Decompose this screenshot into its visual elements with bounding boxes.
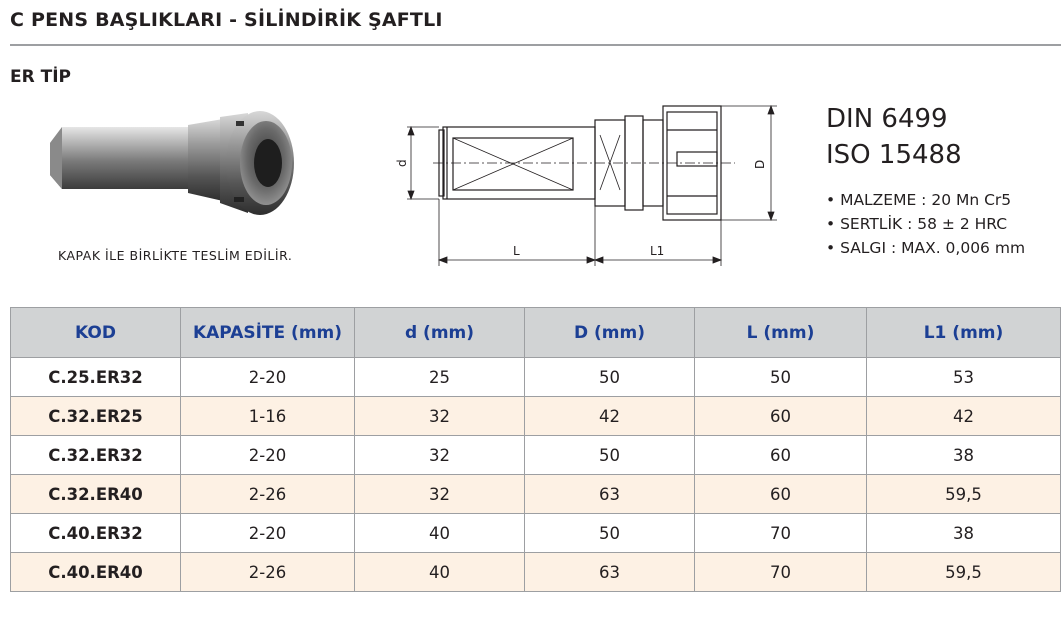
cell-d: 40 <box>355 553 525 592</box>
cell-d: 32 <box>355 436 525 475</box>
table-row <box>11 436 1061 475</box>
cell-L1: 59,5 <box>867 475 1061 514</box>
table-row <box>11 514 1061 553</box>
cell-L: 70 <box>695 514 867 553</box>
cell-D: 63 <box>525 475 695 514</box>
cell-capacity: 2-20 <box>181 358 355 397</box>
product-table <box>10 307 1061 592</box>
cell-L1: 38 <box>867 514 1061 553</box>
cell-L1: 53 <box>867 358 1061 397</box>
spec-material: • MALZEME : 20 Mn Cr5 <box>826 191 1012 209</box>
table-row <box>11 397 1061 436</box>
standard-iso: ISO 15488 <box>826 140 962 170</box>
cell-d: 40 <box>355 514 525 553</box>
cell-d: 32 <box>355 475 525 514</box>
product-photo <box>48 105 296 233</box>
spec-list <box>826 188 1025 260</box>
standards-block <box>826 101 962 173</box>
spec-runout: • SALGI : MAX. 0,006 mm <box>826 239 1026 257</box>
cell-D: 42 <box>525 397 695 436</box>
section-subtitle: ER TİP <box>10 67 72 87</box>
cell-L: 60 <box>695 475 867 514</box>
dim-label-d: d <box>395 159 409 167</box>
cell-kod: C.32.ER25 <box>11 397 181 436</box>
cell-capacity: 2-26 <box>181 553 355 592</box>
dim-label-D: D <box>753 159 767 169</box>
table-row <box>11 358 1061 397</box>
col-header-L: L (mm) <box>695 308 867 358</box>
cell-L: 70 <box>695 553 867 592</box>
cell-kod: C.25.ER32 <box>11 358 181 397</box>
table-header-row <box>11 308 1061 358</box>
cell-L: 60 <box>695 436 867 475</box>
cell-L1: 59,5 <box>867 553 1061 592</box>
table-row <box>11 553 1061 592</box>
standard-din: DIN 6499 <box>826 104 948 134</box>
page-title: C PENS BAŞLIKLARI - SİLİNDİRİK ŞAFTLI <box>10 9 443 31</box>
delivery-caption: KAPAK İLE BİRLİKTE TESLİM EDİLİR. <box>58 248 293 263</box>
cell-kod: C.32.ER32 <box>11 436 181 475</box>
cell-kod: C.32.ER40 <box>11 475 181 514</box>
spec-hardness: • SERTLİK : 58 ± 2 HRC <box>826 215 1008 233</box>
cell-capacity: 2-26 <box>181 475 355 514</box>
cell-capacity: 1-16 <box>181 397 355 436</box>
cell-L1: 42 <box>867 397 1061 436</box>
dim-label-L1: L1 <box>650 244 665 258</box>
technical-drawing <box>395 100 785 270</box>
cell-L: 50 <box>695 358 867 397</box>
col-header-D: D (mm) <box>525 308 695 358</box>
cell-capacity: 2-20 <box>181 514 355 553</box>
cell-d: 32 <box>355 397 525 436</box>
title-divider <box>10 44 1061 46</box>
cell-L: 60 <box>695 397 867 436</box>
dim-label-L: L <box>513 244 520 258</box>
col-header-d: d (mm) <box>355 308 525 358</box>
col-header-L1: L1 (mm) <box>867 308 1061 358</box>
cell-D: 50 <box>525 358 695 397</box>
cell-kod: C.40.ER32 <box>11 514 181 553</box>
cell-D: 50 <box>525 436 695 475</box>
table-row <box>11 475 1061 514</box>
cell-kod: C.40.ER40 <box>11 553 181 592</box>
col-header-capacity: KAPASİTE (mm) <box>181 308 355 358</box>
col-header-kod: KOD <box>11 308 181 358</box>
cell-D: 50 <box>525 514 695 553</box>
cell-L1: 38 <box>867 436 1061 475</box>
cell-D: 63 <box>525 553 695 592</box>
cell-d: 25 <box>355 358 525 397</box>
cell-capacity: 2-20 <box>181 436 355 475</box>
